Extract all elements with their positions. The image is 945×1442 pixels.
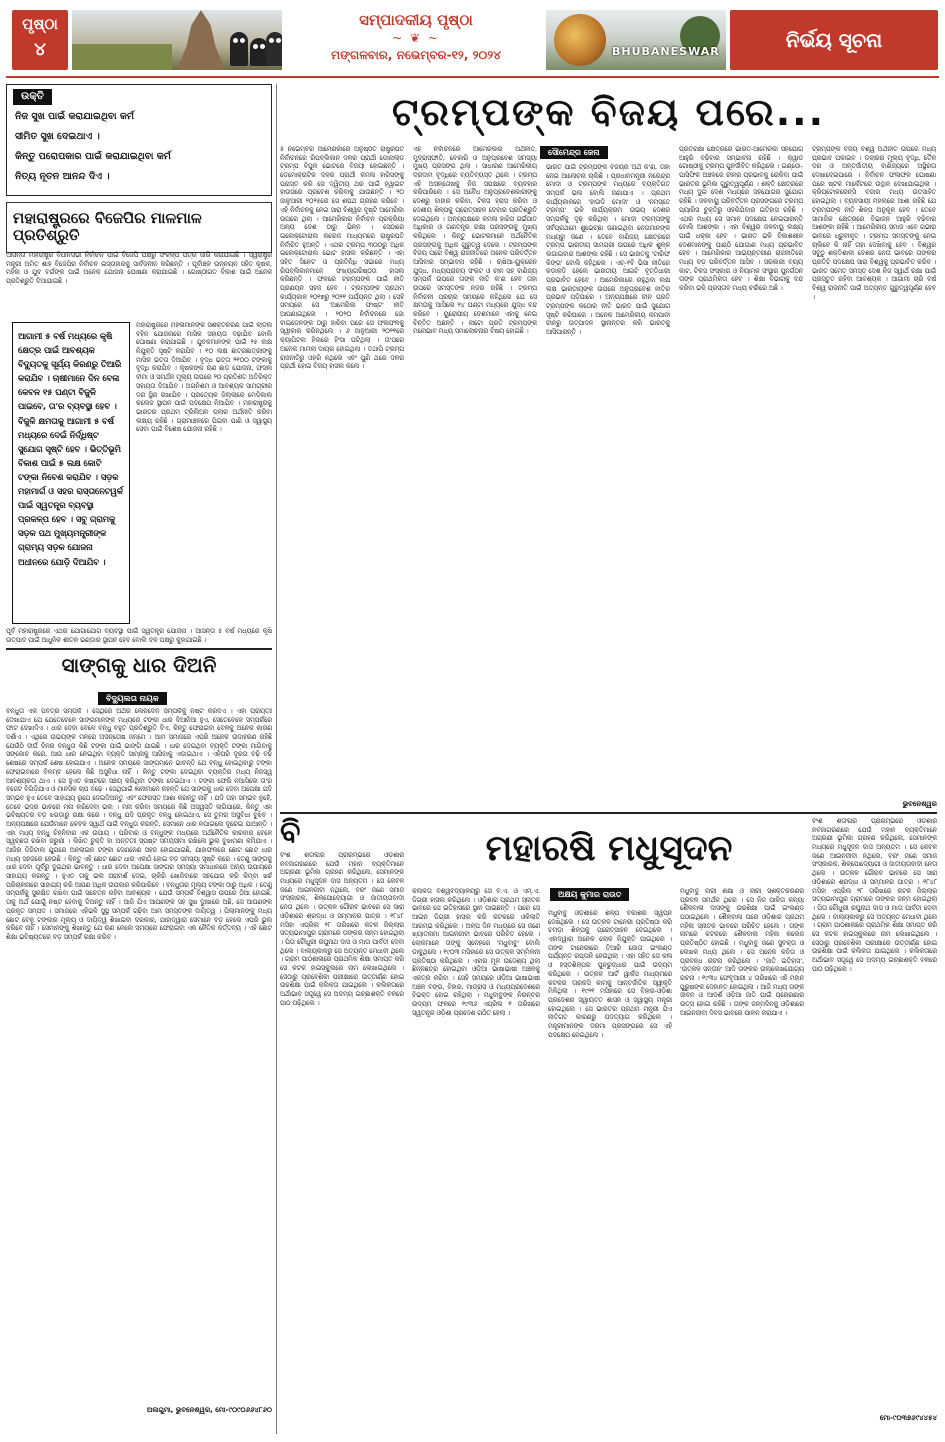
maharshi-column: ବିଂଶ ଶତାବ୍ଦୀର ପ୍ରାରମ୍ଭରେ ଓଡ଼ିଶାର ନବଜାଗରଣରେ ଯେଉଁ ମହାନ ବ୍ୟକ୍ତିମାନେ ଅଗ୍ରଣୀ ଭୂମିକା ଗ୍ରହଣ କରିଥିଲେ, ସେମାନଙ୍କ ମଧ୍ୟରେ ମଧୁସୂଦନ ଦାସ ଅନ୍ୟତମ । ସେ କେବଳ ଜଣେ ଆଇନଜୀବୀ ନଥିଲେ, ବରଂ ଜଣେ ସମାଜ ସଂସ୍କାରକ, ଶିଳ୍ପୋଦ୍ୟୋଗୀ ଓ ଜାତୀୟତାବାଦୀ ନେତା ଥିଲେ । ଉତ୍କଳ ଗୌରବ ଭାବରେ ସେ ସାରା ଓଡ଼ିଶାରେ ଶ୍ରଦ୍ଧା ଓ ସମ୍ମାନର ପାତ୍ର । ୧୮୪୮ ମସିହା ଏପ୍ରିଲ ୨୮ ତାରିଖରେ କଟକ ଜିଲ୍ଲାର ସତ୍ୟଭାମାପୁର ଗ୍ରାମରେ ତାଙ୍କର ଜନ୍ମ ହୋଇଥିଲା । ପିତା ଚୌଧୁରୀ ରଘୁନାଥ ଦାସ ଓ ମାତା ପାର୍ବତୀ ଦେବୀ ଥିଲେ । ବାଲ୍ୟକାଳରୁ ସେ ଅତ୍ୟନ୍ତ ମେଧାବୀ ଥିଲେ । ଗ୍ରାମ ପାଠଶାଳାରେ ପ୍ରାଥମିକ ଶିକ୍ଷା ସମାପ୍ତ କରି ସେ କଟକ ହାଇସ୍କୁଲରେ ନାମ ଲେଖାଇଥିଲେ । ସେଠାରୁ ପ୍ରବେଶିକା ପରୀକ୍ଷାରେ ଉତ୍ତୀର୍ଣ୍ଣ ହୋଇ ଉଚ୍ଚଶିକ୍ଷା ପାଇଁ କଲିକତା ଯାଇଥିଲେ । କଲିକତାରେ ଅର୍ଥାଭାବ ସତ୍ତ୍ୱେ ସେ ଅଦମ୍ୟ ଇଚ୍ଛାଶକ୍ତି ବଳରେ ପାଠ ପଢ଼ିଥିଲେ । [280,852,404,1007]
quote-line: କିନ୍ତୁ ପରୋପକାର ପାଇଁ କରାଯାଇଥିବା କର୍ମ [15,151,171,162]
newspaper-brand: ନିର୍ଭୟ ସୂଚନା [730,10,938,70]
quote-line: ସୀମିତ ସୁଖ ଦେଇଥାଏ । [15,131,100,142]
ornament: ~ ❦ ~ [392,31,440,45]
quote-box [6,84,272,196]
trump-column: ପ୍ରତିରକ୍ଷା କ୍ଷେତ୍ରରେ ଭାରତ-ଆମେରିକା ସହଯୋଗ ଆହୁରି ବଢ଼ିବାର ସମ୍ଭାବନା ରହିଛି । କ୍ୱାଡ ଗୋଷ୍ଠୀକୁ ଟ୍ରମ୍ପ ପୁନର୍ଜୀବିତ କରିଥିଲେ । ଇଣ୍ଡୋ-ପାସିଫିକ ଅଞ୍ଚଳରେ ଚୀନର ପ୍ରଭାବକୁ ରୋକିବା ପାଇଁ ଭାରତର ଭୂମିକା ଗୁରୁତ୍ୱପୂର୍ଣ୍ଣ । ଶକ୍ତି କ୍ଷେତ୍ରରେ ମଧ୍ୟ ଦୁଇ ଦେଶ ମଧ୍ୟରେ ସହଯୋଗର ସୁଯୋଗ ରହିଛି । ଜଳବାୟୁ ପରିବର୍ତ୍ତନ ପ୍ରସଙ୍ଗରେ ଟ୍ରମ୍ପ ପ୍ୟାରିସ ଚୁକ୍ତିରୁ ଓହରିଯିବାର ଇତିହାସ ରହିଛି । ଏଥର ମଧ୍ୟ ସେ ସମାନ ପଦକ୍ଷେପ ନେଇପାରନ୍ତି ବୋଲି ଆଶଙ୍କା । ଏହା ବିଶ୍ୱର ଜଳବାୟୁ ଲକ୍ଷ୍ୟ ପାଇଁ ଧକ୍କା ହେବ । ଭାରତ ଭଳି ବିକାଶଶୀଳ ଦେଶମାନଙ୍କୁ ପାଣ୍ଠି ଯୋଗାଣ ମଧ୍ୟ ପ୍ରଭାବିତ ହେବ । ଆମେରିକାର ଆଭ୍ୟନ୍ତରୀଣ ରାଜନୀତିରେ ମଧ୍ୟ ବଡ଼ ପରିବର୍ତ୍ତନ ଆସିବ । ସରକାରୀ ବ୍ୟୟ କାଟ, ଟିକସ ସଂସ୍କାର ଓ ନିୟାମକ ସଂସ୍ଥାର ପୁନର୍ଗଠନ ତାଙ୍କ ପ୍ରାଥମିକତା ହେବ । ଶିକ୍ଷା ବିଭାଗକୁ ବନ୍ଦ କରିବା ଭଳି ପ୍ରସ୍ତାବ ମଧ୍ୟ ଚର୍ଚ୍ଚାରେ ଅଛି । [679,146,803,292]
sangku-headline: ସାଙ୍ଗକୁ ଧାର ଦିଅନି [6,648,272,677]
trump-column: ଏହି ନିର୍ବାଚନରେ ଆମେରିକାର ଅର୍ଥନୀତି, ମୁଦ୍ରାସ୍ଫୀତି, ବେକାରି ଓ ଅନୁପ୍ରବେଶ ସମସ୍ୟା ମୁଖ୍ୟ ପ୍ରସଙ୍ଗ ଥିଲା । ସାଧାରଣ ଆମେରିକୀୟ ଦରଦାମ ବୃଦ୍ଧିରେ ବ୍ୟତିବ୍ୟସ୍ତ ଥିଲେ । ଟ୍ରମ୍ପ ଏହି ଅସନ୍ତୋଷକୁ ନିଜ ସପକ୍ଷରେ ବ୍ୟବହାର କରିପାରିଲେ । ସେ ଅବୈଧ ଅନୁପ୍ରବେଶକାରୀଙ୍କୁ ଦେଶରୁ ବାହାର କରିବା, ଟିକସ ହ୍ରାସ କରିବା ଓ ଦେଶୀୟ ଶିଳ୍ପକୁ ପ୍ରୋତ୍ସାହନ ଦେବାର ପ୍ରତିଶ୍ରୁତି ଦେଇଥିଲେ । ଅନ୍ୟପକ୍ଷରେ କମଳା ହାରିସ ଗର୍ଭପାତ ଅଧିକାର ଓ ଗଣତନ୍ତ୍ର ରକ୍ଷା ପ୍ରସଙ୍ଗକୁ ମୁଖ୍ୟ କରିଥିଲେ । କିନ୍ତୁ ଭୋଟରମାନେ ଅର୍ଥନୈତିକ ପ୍ରସଙ୍ଗକୁ ଅଧିକ ଗୁରୁତ୍ୱ ଦେଲେ । ଟ୍ରମ୍ପଙ୍କ ବିଜୟ ପରେ ବିଶ୍ୱ ରାଜନୀତିରେ ଅନେକ ପରିବର୍ତ୍ତନ ଆସିବାର ସମ୍ଭାବନା ରହିଛି । ଋଷିଆ-ୟୁକ୍ରେନ ଯୁଦ୍ଧ, ମଧ୍ୟପ୍ରାଚ୍ୟ ସଂକଟ ଓ ଚୀନ ସହ ବାଣିଜ୍ୟ ସମ୍ପର୍କ ଉପରେ ତାଙ୍କ ନୀତି କ'ଣ ହେବ ତାହା ଉପରେ ସମସ୍ତଙ୍କ ନଜର ରହିଛି । ଟ୍ରମ୍ପ ନିର୍ବାଚନୀ ପ୍ରଚାର ସମୟରେ କହିଥିଲେ ଯେ ସେ କ୍ଷମତାକୁ ଆସିଲେ ୨୪ ଘଣ୍ଟା ମଧ୍ୟରେ ଯୁଦ୍ଧ ବନ୍ଦ କରିବେ । ୟୁରୋପୀୟ ଦେଶମାନେ ଏହାକୁ ନେଇ ଚିନ୍ତିତ ଅଛନ୍ତି । ନାଟୋ ପ୍ରତି ଟ୍ରମ୍ପଙ୍କ ମନୋଭାବ ମଧ୍ୟ ସମାଲୋଚନାର ବିଷୟ ହୋଇଛି । [413,146,537,336]
masthead [6,6,939,78]
masthead-photo-temple-deities [72,10,282,70]
sangku-signature: ଅଲଗୁମା, ଭୁବନେଶ୍ୱର, ମୋ-୯୦୯୦୬୬୪୮୬୦ [146,1406,272,1414]
trump-headline: ଟ୍ରମ୍ପଙ୍କ ବିଜୟ ପରେ... [391,90,826,134]
issue-date: ମଙ୍ଗଳବାର, ନଭେମ୍ବର-୧୨, ୨୦୨୪ [331,48,501,62]
quote-line: ନିଜ ସୁଖ ପାଇଁ କରାଯାଇଥିବା କର୍ମ [15,111,135,122]
maharshi-column: ମଧୁବାବୁ ଓଡ଼ିଶାରେ ଶିଳ୍ପ ବିକାଶର ସ୍ୱପ୍ନ ଦେଖିଥିଲେ । ସେ ଉତ୍କଳ ଟାନେରୀ ପ୍ରତିଷ୍ଠା କରି ଚମଡ଼ା ଶିଳ୍ପକୁ ପ୍ରୋତ୍ସାହନ ଦେଇଥିଲେ । ଏହାଦ୍ୱାରା ଅନେକ ଲୋକ ନିଯୁକ୍ତି ପାଇଥିଲେ । ତାଙ୍କ ଟାନେରୀରେ ତିଆରି ଜୋତା ଇଂଲଣ୍ଡ ପର୍ଯ୍ୟନ୍ତ ରପ୍ତାନି ହେଉଥିଲା । ଏହା ସହିତ ସେ କଳା ଓ ହସ୍ତଶିଳ୍ପର ପୁନରୁଦ୍ଧାର ପାଇଁ ଉଦ୍ୟମ କରିଥିଲେ । ଉତ୍କଳ ଆର୍ଟ ୱାର୍କସ ମାଧ୍ୟମରେ କଟକର ତାରକସି କାମକୁ ଆନ୍ତର୍ଜାତିକ ସ୍ୱୀକୃତି ମିଳିଥିଲା । ୧୯୨୧ ମସିହାରେ ସେ ବିହାର-ଓଡ଼ିଶା ପ୍ରଦେଶର ସ୍ୱାୟତ୍ତ ଶାସନ ଓ ସ୍ୱାସ୍ଥ୍ୟ ମନ୍ତ୍ରୀ ହୋଇଥିଲେ । ସେ ଭାରତର ପ୍ରଥମ ମନ୍ତ୍ରୀ ଯିଏ ନୀତିଗତ କାରଣରୁ ପଦତ୍ୟାଗ କରିଥିଲେ । ମନ୍ତ୍ରୀମାନଙ୍କ ଦରମା ପ୍ରସଙ୍ଗରେ ସେ ଏହି ପଦକ୍ଷେପ ନେଇଥିଲେ । [548,910,672,1039]
quote-line: ନିତ୍ୟ ନୂତନ ଆନନ୍ଦ ଦିଏ । [15,171,110,182]
maharshi-column: ବିଂଶ ଶତାବ୍ଦୀର ପ୍ରାରମ୍ଭରେ ଓଡ଼ିଶାର ନବଜାଗରଣରେ ଯେଉଁ ମହାନ ବ୍ୟକ୍ତିମାନେ ଅଗ୍ରଣୀ ଭୂମିକା ଗ୍ରହଣ କରିଥିଲେ, ସେମାନଙ୍କ ମଧ୍ୟରେ ମଧୁସୂଦନ ଦାସ ଅନ୍ୟତମ । ସେ କେବଳ ଜଣେ ଆଇନଜୀବୀ ନଥିଲେ, ବରଂ ଜଣେ ସମାଜ ସଂସ୍କାରକ, ଶିଳ୍ପୋଦ୍ୟୋଗୀ ଓ ଜାତୀୟତାବାଦୀ ନେତା ଥିଲେ । ଉତ୍କଳ ଗୌରବ ଭାବରେ ସେ ସାରା ଓଡ଼ିଶାରେ ଶ୍ରଦ୍ଧା ଓ ସମ୍ମାନର ପାତ୍ର । ୧୮୪୮ ମସିହା ଏପ୍ରିଲ ୨୮ ତାରିଖରେ କଟକ ଜିଲ୍ଲାର ସତ୍ୟଭାମାପୁର ଗ୍ରାମରେ ତାଙ୍କର ଜନ୍ମ ହୋଇଥିଲା । ପିତା ଚୌଧୁରୀ ରଘୁନାଥ ଦାସ ଓ ମାତା ପାର୍ବତୀ ଦେବୀ ଥିଲେ । ବାଲ୍ୟକାଳରୁ ସେ ଅତ୍ୟନ୍ତ ମେଧାବୀ ଥିଲେ । ଗ୍ରାମ ପାଠଶାଳାରେ ପ୍ରାଥମିକ ଶିକ୍ଷା ସମାପ୍ତ କରି ସେ କଟକ ହାଇସ୍କୁଲରେ ନାମ ଲେଖାଇଥିଲେ । ସେଠାରୁ ପ୍ରବେଶିକା ପରୀକ୍ଷାରେ ଉତ୍ତୀର୍ଣ୍ଣ ହୋଇ ଉଚ୍ଚଶିକ୍ଷା ପାଇଁ କଲିକତା ଯାଇଥିଲେ । କଲିକତାରେ ଅର୍ଥାଭାବ ସତ୍ତ୍ୱେ ସେ ଅଦମ୍ୟ ଇଚ୍ଛାଶକ୍ତି ବଳରେ ପାଠ ପଢ଼ିଥିଲେ । [812,818,937,973]
quote-tag: ଉକ୍ତି [13,89,52,105]
sangku-byline: ବିଦ୍ୟୁଲତା ନାୟକ [98,692,167,705]
maharshi-column: ମଧୁବାବୁ ନାରୀ ଶିକ୍ଷା ଓ ନାରୀ ସଶକ୍ତିକରଣର ପ୍ରବଳ ସମର୍ଥକ ଥିଲେ । ସେ ନିଜ ପାଳିତା କନ୍ୟା ଶୈଳବାଳା ଦାସଙ୍କୁ ଉଚ୍ଚଶିକ୍ଷା ପାଇଁ ଇଂଲଣ୍ଡ ପଠାଇଥିଲେ । ଶୈଳବାଳା ପରେ ଓଡ଼ିଶାର ପ୍ରଥମ ମହିଳା ସ୍ନାତକ ଭାବରେ ପରିଚିତ ହେଲେ । ତାଙ୍କ ନାମରେ କଟକରେ ଶୈଳବାଳା ମହିଳା କଲେଜ ପ୍ରତିଷ୍ଠିତ ହୋଇଛି । ମଧୁବାବୁ ଜଣେ ସୁବକ୍ତା ଓ ଲେଖକ ମଧ୍ୟ ଥିଲେ । ସେ ଅନେକ କବିତା ଓ ପ୍ରବନ୍ଧ ରଚନା କରିଥିଲେ । 'ଜାତି ଇତିହାସ', 'ଉତ୍କଳ ସନ୍ତାନ' ଆଦି ତାଙ୍କର ଉଲ୍ଲେଖଯୋଗ୍ୟ ରଚନା । ୧୯୩୪ ଫେବୃଆରୀ ୪ ତାରିଖରେ ଏହି ମହାନ ପୁରୁଷଙ୍କ ଦେହାନ୍ତ ହୋଇଥିଲା । ଆଜି ମଧ୍ୟ ତାଙ୍କ ଜୀବନ ଓ ଆଦର୍ଶ ଓଡ଼ିଆ ଜାତି ପାଇଁ ପ୍ରେରଣାର ଉତ୍ସ ହୋଇ ରହିଛି । ତାଙ୍କ ଜନ୍ମଦିନକୁ ଓଡ଼ିଶାରେ ଆଇନଜୀବୀ ଦିବସ ଭାବରେ ପାଳନ କରାଯାଏ । [680,888,804,1017]
page-number: ୪ [34,39,46,60]
sangku-body: ବନ୍ଧୁତା ଏକ ପବିତ୍ର ସମ୍ପର୍କ । ସେଥିରେ ଅର୍ଥର ଲେନଦେନ ସମ୍ପର୍କକୁ ନଷ୍ଟ କରିଦିଏ । ଏହା ପ୍ରାୟତଃ ଦେଖାଯାଏ ଯେ ଯେତେବେଳେ ସାଙ୍ଗମାନଙ୍କ ମଧ୍ୟରେ ଟଙ୍କା ଧାର ଦିଆନିଆ ହୁଏ, ସେତେବେଳେ ସମ୍ପର୍କରେ ଫାଟ ଦେଖାଦିଏ । ଧାର ଦେବା ବେଳେ ବନ୍ଧୁ ବହୁତ ପ୍ରତିଶ୍ରୁତି ଦିଏ, କିନ୍ତୁ ଫେରାଇବା ବେଳକୁ ଅନେକ କାରଣ ଦର୍ଶାଏ । ଏଥିରେ ଉଭୟଙ୍କ ମନରେ ଅସନ୍ତୋଷ ଜନ୍ମେ । ଆମ ସମାଜରେ ଏପରି ଅନେକ ଉଦାହରଣ ରହିଛି ଯେଉଁଠି ଦୀର୍ଘ ଦିନର ବନ୍ଧୁତା କିଛି ଟଙ୍କା ପାଇଁ ଭାଙ୍ଗି ଯାଇଛି । ଧାର ଦେଇଥିବା ବ୍ୟକ୍ତି ଟଙ୍କା ମାଗିବାକୁ ସଙ୍କୋଚ କରେ, ଆଉ ଧାର ନେଇଥିବା ବ୍ୟକ୍ତି ସାମ୍ନାକୁ ଆସିବାକୁ ଏଡ଼ାଇଥାଏ । ଏହିପରି ଦୂରତା ବଢ଼ି ବଢ଼ି ଶେଷରେ ସମ୍ପର୍କ ଶେଷ ହୋଇଯାଏ । ଅନେକ ସମୟରେ ସାଙ୍ଗମାନେ ଭାବନ୍ତି ଯେ ବନ୍ଧୁ ହୋଇଥିବାରୁ ଟଙ୍କା ଫେରାଇବାରେ ବିଳମ୍ବ ହେଲେ କିଛି ଅସୁବିଧା ନାହିଁ । କିନ୍ତୁ ଟଙ୍କା ଦେଇଥିବା ବ୍ୟକ୍ତିର ମଧ୍ୟ ନିଜସ୍ୱ ଆବଶ୍ୟକତା ଥାଏ । ସେ ହୁଏତ କଷ୍ଟରେ ସଞ୍ଚୟ କରିଥିବା ଟଙ୍କା ଦେଇଥାଏ । ଟଙ୍କା ଫେରି ନଆସିଲେ ତା'ର ବଜେଟ ବିଗିଡ଼ିଯାଏ ଓ ମାନସିକ ଚାପ ବଢ଼େ । ସେଥିପାଇଁ ଜ୍ଞାନୀମାନେ କହନ୍ତି ଯେ ସାଙ୍ଗକୁ ଧାର ଦେବା ଅପେକ୍ଷା ଯଦି ସମ୍ଭବ ହୁଏ ତେବେ ସାହାଯ୍ୟ ରୂପେ ଦେଇଦିଅନ୍ତୁ ଏବଂ ଫେରସ୍ତ ଆଶା କରନ୍ତୁ ନାହିଁ । ଯଦି ତାହା ସମ୍ଭବ ନୁହେଁ, ତେବେ ଭଦ୍ର ଭାବରେ ମନା କରିଦେବା ଭଲ । ମନା କରିବା ସମୟରେ କିଛି ଅସ୍ୱସ୍ତି ଲାଗିପାରେ, କିନ୍ତୁ ଏହା ଭବିଷ୍ୟତର ବଡ଼ ଝଗଡ଼ାରୁ ରକ୍ଷା କରେ । ବନ୍ଧୁ ଯଦି ପ୍ରକୃତ ବନ୍ଧୁ ହୋଇଥାଏ, ସେ ତୁମର ଅସୁବିଧା ବୁଝିବ । ଅନ୍ୟପକ୍ଷରେ ଯେଉଁମାନେ କେବଳ ସ୍ୱାର୍ଥ ପାଇଁ ବନ୍ଧୁତା କରନ୍ତି, ସେମାନେ ଧାର ନପାଇଲେ ଦୂରେଇ ଯାଆନ୍ତି । ଏହା ମଧ୍ୟ ବନ୍ଧୁ ଚିହ୍ନିବାର ଏକ ଉପାୟ । ପରିବାର ଓ ବନ୍ଧୁଙ୍କ ମଧ୍ୟରେ ଅର୍ଥନୈତିକ କାରବାର ବେଳେ ସ୍ୱଚ୍ଛତା ରଖିବା ଜରୁରୀ । ଲିଖିତ ଚୁକ୍ତି ବା ଅନ୍ତତଃ ସ୍ପଷ୍ଟ ସମୟସୀମା ରଖିଲେ ଭୁଲ ବୁଝାମଣା କମିଯାଏ । ଆଜିର ଡିଜିଟାଲ ଯୁଗରେ ଅନଲାଇନ ଟଙ୍କା ଦେଣନେଣ ସହଜ ହୋଇଯାଇଛି, ଯାହାଫଳରେ ଛୋଟ ଛୋଟ ଧାର ମଧ୍ୟ ସହଜରେ ହେଉଛି । କିନ୍ତୁ ଏହି ଛୋଟ ଛୋଟ ଧାର ଏକାଠି ହୋଇ ବଡ଼ ସମସ୍ୟା ସୃଷ୍ଟି କରେ । ତେଣୁ ସାଙ୍ଗକୁ ଧାର ଦେବା ପୂର୍ବରୁ ଦୁଇଥର ଭାବନ୍ତୁ । ଧାର ଦେବା ଅପେକ୍ଷା ସାଙ୍ଗର ସମସ୍ୟା ସମାଧାନରେ ଅନ୍ୟ ଉପାୟରେ ସାହାଯ୍ୟ କରନ୍ତୁ । ହୁଏତ ତାକୁ ଭଲ ପରାମର୍ଶ ଦେଇ, ଚାକିରି ଖୋଜିବାରେ ସହଯୋଗ କରି କିମ୍ବା ଖର୍ଚ୍ଚ ପରିଚାଳନାରେ ସାହାଯ୍ୟ କରି ଆପଣ ଅଧିକ ଉପକାର କରିପାରିବେ । ବନ୍ଧୁତାର ମୂଲ୍ୟ ଟଙ୍କା ଠାରୁ ଅଧିକ । ତେଣୁ ସମ୍ପର୍କକୁ ସୁରକ୍ଷିତ ରଖିବା ପାଇଁ ସଚେତନ ରହିବା ଆବଶ୍ୟକ । ଯେଉଁ ସମ୍ପର୍କ ବିଶ୍ୱାସ ଉପରେ ଠିଆ ହୋଇଛି, ତାକୁ ଅର୍ଥ ଯୋଗୁଁ ନଷ୍ଟ ହେବାକୁ ଦିଅନ୍ତୁ ନାହିଁ । ଆଜି ଯିଏ ଆପଣଙ୍କ ସହ ସୁଖ ଦୁଃଖରେ ଅଛି, ସେ ଆପଣଙ୍କ ପ୍ରକୃତ ସମ୍ପଦ । ସମାଜରେ ଏହିଭଳି ସୁସ୍ଥ ସମ୍ପର୍କ ଗଢ଼ିବା ଆମ ସମସ୍ତଙ୍କ ଦାୟିତ୍ୱ । ପିଲାମାନଙ୍କୁ ମଧ୍ୟ ଛୋଟ ବେଳୁ ଟଙ୍କାର ମୂଲ୍ୟ ଓ ଦାୟିତ୍ୱ ଶିଖାଇବା ଦରକାର, ଯାହାଦ୍ୱାରା ସେମାନେ ବଡ଼ ହେଲେ ଏପରି ଭୁଲ କରିବେ ନାହିଁ । ସେମାନଙ୍କୁ ଶିଖାନ୍ତୁ ଯେ ଋଣ ନେଲେ ସମୟରେ ଫେରାଇବା ଏକ ନୈତିକ କର୍ତ୍ତବ୍ୟ । ଏହି ଛୋଟ ଶିକ୍ଷା ଭବିଷ୍ୟତରେ ବଡ଼ ସମ୍ପର୍କ ରକ୍ଷା କରିବ । [6,708,272,941]
section-title: ସମ୍ପାଦକୀୟ ପୃଷ୍ଠା [359,11,473,29]
offering-plate-image [554,14,606,66]
bjp-closing: ପୂର୍ବ ମହାରାଷ୍ଟ୍ରରେ ଏଥର ଯୋଗାଯୋଗ ବ୍ୟବସ୍ଥା ପାଇଁ ସ୍ୱତନ୍ତ୍ର ଯୋଜନା । ଆସନ୍ତା ୫ ବର୍ଷ ମଧ୍ୟରେ କୃଷି ଉତ୍ପାଦ ପାଇଁ ଆଧୁନିକ ଶୀତଳ ଭଣ୍ଡାର ସ୍ଥାପନ ହେବ ବୋଲି ଦଳ ପକ୍ଷରୁ କୁହାଯାଇଛି । [6,628,272,644]
trump-column: ଭାରତ ପାଇଁ ଟ୍ରମ୍ପଙ୍କ ବିଜୟର ଅର୍ଥ କ'ଣ, ତାହା ନେଇ ଆଲୋଚନା ଚାଲିଛି । ପ୍ରଧାନମନ୍ତ୍ରୀ ନରେନ୍ଦ୍ର ମୋଦୀ ଓ ଟ୍ରମ୍ପଙ୍କ ମଧ୍ୟରେ ବ୍ୟକ୍ତିଗତ ସମ୍ପର୍କ ଭଲ ବୋଲି ଜଣାଯାଏ । ପ୍ରଥମ କାର୍ଯ୍ୟକାଳରେ 'ହାଉଡି ମୋଦୀ' ଓ 'ନମସ୍ତେ ଟ୍ରମ୍ପ' ଭଳି କାର୍ଯ୍ୟକ୍ରମ ଉଭୟ ଦେଶର ସମ୍ପର୍କକୁ ଦୃଢ଼ କରିଥିଲା । ମୋଦୀ ଟ୍ରମ୍ପଙ୍କୁ ସର୍ବପ୍ରଥମେ ଶୁଭେଚ୍ଛା ଜଣାଇଥିବା ନେତାମାନଙ୍କ ମଧ୍ୟରୁ ଜଣେ । ତେବେ ବାଣିଜ୍ୟ କ୍ଷେତ୍ରରେ ଟ୍ରମ୍ପ ଭାରତୀୟ ସାମଗ୍ରୀ ଉପରେ ଅଧିକ ଶୁଳ୍କ ଲଗାଇବାର ଆଶଙ୍କା ରହିଛି । ସେ ଭାରତକୁ 'ଟାରିଫ କିଙ୍ଗ' ବୋଲି କହିଥିଲେ । ଏଚ୍-୧ବି ଭିସା ନୀତିରେ କଡ଼ାକଡ଼ି ହେଲେ ଭାରତୀୟ ଆଇଟି ବୃତ୍ତିଧାରୀ ପ୍ରଭାବିତ ହେବେ । ଆମେରିକାରେ ରହୁଥିବା ଲକ୍ଷ ଲକ୍ଷ ଭାରତୀୟଙ୍କ ଉପରେ ଅନୁପ୍ରବେଶ ନୀତିର ପ୍ରଭାବ ପଡ଼ିପାରେ । ଅନ୍ୟପକ୍ଷରେ ଚୀନ ପ୍ରତି ଟ୍ରମ୍ପଙ୍କ କଠୋର ନୀତି ଭାରତ ପାଇଁ ସୁଯୋଗ ସୃଷ୍ଟି କରିପାରେ । ଅନେକ ଆମେରିକୀୟ କମ୍ପାନୀ ଚୀନରୁ ଉତ୍ପାଦନ ସ୍ଥାନାନ୍ତର କରି ଭାରତକୁ ଆସିପାରନ୍ତି । [546,164,670,337]
column-divider [276,84,277,1434]
trump-column: ୫ ନଭେମ୍ବର ଆମେରିକାରେ ଅନୁଷ୍ଠିତ ରାଷ୍ଟ୍ରପତି ନିର୍ବାଚନରେ ରିପବ୍ଲିକାନ ଦଳର ପ୍ରାର୍ଥୀ ଡୋନାଲ୍ଡ ଟ୍ରମ୍ପ ବିପୁଳ ଭୋଟରେ ବିଜୟୀ ହୋଇଛନ୍ତି । ଡେମୋକ୍ରାଟିକ ଦଳର ପ୍ରାର୍ଥୀ କମଳା ହାରିସଙ୍କୁ ପରାସ୍ତ କରି ସେ ଦ୍ୱିତୀୟ ଥର ପାଇଁ ହ୍ୱାଇଟ ହାଉସରେ ପ୍ରବେଶ କରିବାକୁ ଯାଉଛନ୍ତି । ୨୦ ଜାନୁଆରୀ ୨୦୨୫ରେ ସେ ଶପଥ ଗ୍ରହଣ କରିବେ । ଏହି ନିର୍ବାଚନକୁ ନେଇ ସାରା ବିଶ୍ୱର ଦୃଷ୍ଟି ଆମେରିକା ଉପରେ ଥିଲା । ଆମେରିକାର ନିର୍ବାଚନ ପ୍ରକ୍ରିୟା ଅନ୍ୟ ଦେଶ ଠାରୁ ଭିନ୍ନ । ସେଠାରେ ଇଲେକ୍ଟୋରାଲ କଲେଜ ମାଧ୍ୟମରେ ରାଷ୍ଟ୍ରପତି ନିର୍ବାଚିତ ହୁଅନ୍ତି । ଏଥର ଟ୍ରମ୍ପ ୩୦୦ରୁ ଅଧିକ ଇଲେକ୍ଟୋରାଲ ଭୋଟ ହାସଲ କରିଛନ୍ତି । ଏହା ସହିତ ସିନେଟ ଓ ପ୍ରତିନିଧି ସଭାରେ ମଧ୍ୟ ରିପବ୍ଲିକାନମାନେ ସଂଖ୍ୟାଗରିଷ୍ଠତା ହାସଲ କରିଛନ୍ତି । ଫଳରେ ଟ୍ରମ୍ପଙ୍କ ପାଇଁ ନୀତି ପ୍ରଣୟନ ସହଜ ହେବ । ଟ୍ରମ୍ପଙ୍କ ପ୍ରଥମ କାର୍ଯ୍ୟକାଳ ୨୦୧୭ରୁ ୨୦୨୧ ପର୍ଯ୍ୟନ୍ତ ଥିଲା । ସେହି ସମୟରେ ସେ 'ଆମେରିକା ଫାଷ୍ଟ' ନୀତି ଆପଣାଇଥିଲେ । ୨୦୨୦ ନିର୍ବାଚନରେ ଜୋ ବାଇଡେନଙ୍କ ଠାରୁ ହାରିବା ପରେ ସେ ଫଳାଫଳକୁ ସ୍ୱୀକାର କରିନଥିଲେ । ୬ ଜାନୁଆରୀ ୨୦୨୧ରେ କ୍ୟାପିଟଲ ହିଲରେ ହିଂସା ଘଟିଥିଲା । ତା'ପରେ ଅନେକ ମାମଲା ଦାୟର ହୋଇଥିଲା । ତଥାପି ଟ୍ରମ୍ପ ରାଜନୀତିରୁ ଓହରି ନଥିଲେ ଏବଂ ପୁଣି ଥରେ ଦଳର ପ୍ରାର୍ଥୀ ହୋଇ ବିଜୟ ହାସଲ କଲେ । [280,146,404,371]
maharshi-headline: ମହାରଷି ମଧୁସୂଦନ [485,828,733,869]
page-number-badge [12,10,68,70]
maharshi-signature: ମୋ-୯୦୩୭୬୯୪୪୫୪ [879,1414,937,1422]
trump-column: ଟ୍ରମ୍ପଙ୍କ ବିଜୟ ବିଶ୍ୱ ଅର୍ଥନୀତି ଉପରେ ମଧ୍ୟ ପ୍ରଭାବ ପକାଇବ । ଡଲାରର ମୂଲ୍ୟ ବୃଦ୍ଧି, ତୈଳ ଦର ଓ ଅନ୍ତର୍ଜାତୀୟ ବାଣିଜ୍ୟରେ ଅସ୍ଥିରତା ଦେଖାଦେଇପାରେ । ନିର୍ବାଚନ ଫଳାଫଳ ଘୋଷଣା ପରେ ଷ୍ଟକ ମାର୍କେଟରେ ଉତ୍ଥାନ ଦେଖାଯାଇଥିଲା । କ୍ରିପ୍ଟୋକରେନ୍ସି ବଜାର ମଧ୍ୟ ଉତ୍ସାହିତ ହୋଇଥିଲା । ବ୍ୟବସାୟୀ ମହଲରେ ଆଶା ରହିଛି ଯେ ଟ୍ରମ୍ପଙ୍କ ନୀତି ଶିଳ୍ପ ଅନୁକୂଳ ହେବ । ତେବେ ସାମାଜିକ କ୍ଷେତ୍ରରେ ବିଭାଜନ ଆହୁରି ବଢ଼ିବାର ଆଶଙ୍କା ରହିଛି । ଆମେରିକୀୟ ସମାଜ ଏବେ ଗଭୀର ଭାବରେ ଧ୍ରୁବୀକୃତ । ଟ୍ରମ୍ପ ସମସ୍ତଙ୍କୁ ନେଇ ଚାଲିବେ କି ନାହିଁ ତାହା ଦେଖିବାକୁ ହେବ । ବିଶ୍ୱର ସବୁଠୁ ଶକ୍ତିଶାଳୀ ଦେଶର ନେତା ଭାବରେ ତାଙ୍କର ପ୍ରତିଟି ପଦକ୍ଷେପ ସାରା ବିଶ୍ୱକୁ ପ୍ରଭାବିତ କରିବ । ଭାରତ ସମେତ ସମସ୍ତ ଦେଶ ନିଜ ସ୍ୱାର୍ଥ ରକ୍ଷା ପାଇଁ ପ୍ରସ୍ତୁତ ରହିବା ଆବଶ୍ୟକ । ଆଗାମୀ ଚାରି ବର୍ଷ ବିଶ୍ୱ ରାଜନୀତି ପାଇଁ ଅତ୍ୟନ୍ତ ଗୁରୁତ୍ୱପୂର୍ଣ୍ଣ ହେବ । [812,146,936,301]
bjp-body: ମହାରାଷ୍ଟ୍ରରେ ମହିଳାମାନଙ୍କ ସଶକ୍ତିକରଣ ପାଇଁ ଲାଡ଼ଲି ବହିନ ଯୋଜନାରେ ମାସିକ ସହାୟତା ବଢ଼ାଯିବ ବୋଲି ଘୋଷଣା କରାଯାଇଛି । ଯୁବକମାନଙ୍କ ପାଇଁ ୨୫ ଲକ୍ଷ ନିଯୁକ୍ତି ସୃଷ୍ଟି କରାଯିବ । ୧୦ ଲକ୍ଷ ଛାତ୍ରଛାତ୍ରୀଙ୍କୁ ମାସିକ ଭତ୍ତା ଦିଆଯିବ । ବୃଦ୍ଧ ଭତ୍ତା ୨୧୦୦ ଟଙ୍କାକୁ ବୃଦ୍ଧି କରାଯିବ । କୃଷକଙ୍କ ଋଣ ଛାଡ଼ ଯୋଜନା, ଫସଲ ବୀମା ଓ ସମର୍ଥନ ମୂଲ୍ୟ ଉପରେ ୨୦ ପ୍ରତିଶତ ଅତିରିକ୍ତ ସହାୟତା ଦିଆଯିବ । ଅଗ୍ନିଶମ ଓ ଆବଶ୍ୟକ ସାମଗ୍ରୀର ଦର ସ୍ଥିର ରଖାଯିବ । ପ୍ରତ୍ୟେକ ଜିଲ୍ଲାରେ ମେଡିକାଲ କଲେଜ ସ୍ଥାପନ ପାଇଁ ପଦକ୍ଷେପ ନିଆଯିବ । ମହାରାଷ୍ଟ୍ରକୁ ଭାରତର ପ୍ରଥମ ଟ୍ରିଲିଅନ ଡଲାର ଅର୍ଥନୀତି କରିବା ଲକ୍ଷ୍ୟ ରହିଛି । ଗ୍ରାମାଞ୍ଚଳରେ ପିଇବା ପାଣି ଓ ସ୍ୱାସ୍ଥ୍ୟ ସେବା ପାଇଁ ବିଶେଷ ଯୋଜନା ରହିଛି । [136,322,272,434]
page-label: ପୃଷ୍ଠା [22,15,58,33]
maharshi-dropcap: ବି [280,815,301,850]
photo-watermark: BHUBANESWAR [612,45,720,58]
bjp-headline: ମହାରାଷ୍ଟ୍ରରେ ବିଜେପିର ମାଳମାଳ ପ୍ରତିଶ୍ରୁତି [6,202,272,253]
maharshi-byline: ଅକ୍ଷୟ କୁମାର ରାଉତ [550,888,629,901]
trump-body [280,146,937,814]
bjp-intro: ଆସନ୍ତା ମହାରାଷ୍ଟ୍ର ବିଧାନସଭା ନିର୍ବାଚନ ପାଇଁ ବିଜେପି ପକ୍ଷରୁ ସଂକଳ୍ପ ପତ୍ର ଜାରି କରାଯାଇଛି । ସ୍ୱରାଷ୍ଟ୍ର ମନ୍ତ୍ରୀ ଅମିତ ଶାହ ବିଜେପିର ନିର୍ବାଚନ ଇସ୍ତାହାରକୁ ସାର୍ବଜନୀନ କରିଛନ୍ତି । ପୂର୍ବାଞ୍ଚଳ ଉନ୍ନୟନ ସହିତ କୃଷକ, ମହିଳା ଓ ଯୁବ ବର୍ଗଙ୍କ ପାଇଁ ଅନେକ ଯୋଜନା ଘୋଷଣା କରାଯାଇଛି । ଗୋଷ୍ଠୀଗତ ବିକାଶ ପାଇଁ ଅନେକ ପ୍ରତିଶ୍ରୁତି ଦିଆଯାଇଛି । [6,252,272,286]
masthead-photo-bhubaneswar [546,10,726,70]
trump-signature: ଭୁବନେଶ୍ୱର [902,800,937,808]
bjp-highlight-box: ଆଗାମୀ ୫ ବର୍ଷ ମଧ୍ୟରେ କୃଷି କ୍ଷେତ୍ର ପାଇଁ ଆବଶ୍ୟକ ବିଦ୍ୟୁତକୁ ସୂର୍ଯ୍ୟ କିରଣରୁ ତିଆରି କରାଯିବ । ଚାଷୀମାନେ ଦିନ ବେଳା କେବଳ ୧୫ ଘଣ୍ଟା ବିଜୁଳି ପାଇବେ, ତା'ର ବ୍ୟବସ୍ଥା ହେବ । ବିଜୁଳି କ୍ଷମତାକୁ ଆଗାମୀ ୫ ବର୍ଷ ମଧ୍ୟରେ ଦେଇଁ ନିର୍ଦ୍ଧିଷ୍ଟ ସୁଯୋଗ ସୃଷ୍ଟି ହେବ । ଭିତ୍ତିଭୂମି ବିକାଶ ପାଇଁ ୫ ଲକ୍ଷ କୋଟି ଟଙ୍କା ନିବେଶ କରାଯିବ । ସଡ଼କ ମହାମାର୍ଗ ଓ ସହର ରାସ୍ତାନେଟୱର୍କ ପାଇଁ ସ୍ୱତନ୍ତ୍ର ବ୍ୟବସ୍ଥା ପ୍ରକଳ୍ପ ହେବ । ସବୁ ଗ୍ରାମକୁ ସଡ଼କ ପଥ ମୁଖ୍ୟମନ୍ତ୍ରୀଙ୍କ ଗ୍ରାମ୍ୟ ସଡ଼କ ଯୋଜନା ଅଧୀନରେ ଯୋଡ଼ି ଦିଆଯିବ । [12,322,130,624]
maharshi-column: କଲିକତା ବିଶ୍ୱବିଦ୍ୟାଳୟରୁ ସେ ବି.ଏ. ଓ ଏମ୍.ଏ. ଡିଗ୍ରୀ ହାସଲ କରିଥିଲେ । ଓଡ଼ିଶାର ପ୍ରଥମ ସ୍ନାତକ ଭାବରେ ସେ ଇତିହାସରେ ସ୍ଥାନ ପାଇଛନ୍ତି । ପରେ ସେ ଆଇନ ଡିଗ୍ରୀ ହାସଲ କରି କଟକରେ ଓକିଲାତି ଆରମ୍ଭ କରିଥିଲେ । ଅଳ୍ପ ଦିନ ମଧ୍ୟରେ ସେ ଜଣେ ଖ୍ୟାତନାମା ଆଇନଜୀବୀ ଭାବରେ ପରିଚିତ ହେଲେ । ଲୋକମାନେ ତାଙ୍କୁ ସ୍ନେହରେ 'ମଧୁବାବୁ' ବୋଲି ଡାକୁଥିଲେ । ୧୯୦୩ ମସିହାରେ ସେ ଉତ୍କଳ ସମ୍ମିଳନୀ ପ୍ରତିଷ୍ଠା କରିଥିଲେ । ଏହାର ମୂଳ ଉଦ୍ଦେଶ୍ୟ ଥିଲା ଛିନ୍ନଛତ୍ର ହୋଇଥିବା ଓଡ଼ିଆ ଭାଷାଭାଷୀ ଅଞ୍ଚଳକୁ ଏକତ୍ର କରିବା । ସେହି ସମୟରେ ଓଡ଼ିଆ ଭାଷାଭାଷୀ ଅଞ୍ଚଳ ବଙ୍ଗ, ବିହାର, ମାଡ୍ରାସ ଓ ମଧ୍ୟପ୍ରଦେଶରେ ବିଭକ୍ତ ହୋଇ ରହିଥିଲା । ମଧୁବାବୁଙ୍କ ନିରନ୍ତର ଉଦ୍ୟମ ଫଳରେ ୧୯୩୬ ଏପ୍ରିଲ ୧ ତାରିଖରେ ସ୍ୱତନ୍ତ୍ର ଓଡ଼ିଶା ପ୍ରଦେଶ ଗଠିତ ହେଲା । [412,888,540,1017]
trump-byline: ସୌମେନ୍ଦ୍ର ଜେନା [540,146,608,159]
section-header [296,8,536,66]
